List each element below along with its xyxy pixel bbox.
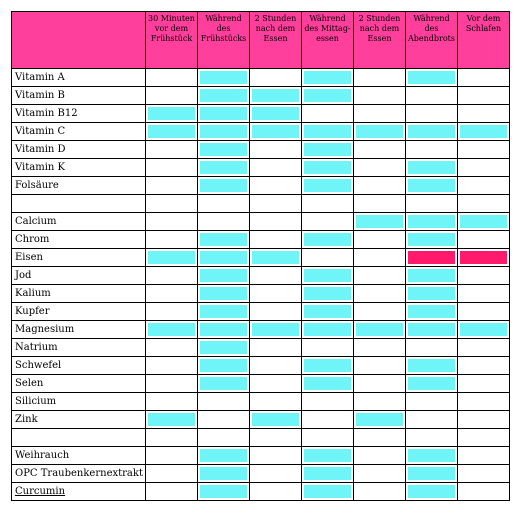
schedule-cell (354, 429, 406, 447)
marker-cyan (304, 485, 351, 498)
supplement-name: Vitamin K (12, 159, 146, 177)
schedule-cell (250, 123, 302, 141)
schedule-cell (250, 105, 302, 123)
schedule-cell (250, 357, 302, 375)
marker-cyan (148, 323, 195, 336)
schedule-cell (354, 231, 406, 249)
schedule-cell (198, 465, 250, 483)
schedule-cell (302, 447, 354, 465)
schedule-cell (146, 231, 198, 249)
supplement-name: Vitamin B (12, 87, 146, 105)
schedule-cell (302, 429, 354, 447)
table-row (12, 393, 510, 411)
schedule-cell (354, 339, 406, 357)
schedule-cell (250, 465, 302, 483)
schedule-cell (198, 195, 250, 213)
supplement-name (12, 195, 146, 213)
schedule-cell (250, 447, 302, 465)
marker-cyan (200, 125, 247, 138)
schedule-cell (458, 249, 510, 267)
marker-cyan (252, 323, 299, 336)
schedule-cell (406, 483, 458, 501)
marker-cyan (200, 179, 247, 192)
schedule-cell (354, 483, 406, 501)
marker-cyan (304, 287, 351, 300)
marker-cyan (200, 323, 247, 336)
schedule-cell (302, 321, 354, 339)
schedule-cell (250, 267, 302, 285)
schedule-cell (198, 321, 250, 339)
schedule-cell (250, 69, 302, 87)
marker-cyan (200, 287, 247, 300)
schedule-cell (354, 303, 406, 321)
marker-cyan (460, 323, 507, 336)
supplement-name: Weihrauch (12, 447, 146, 465)
schedule-cell (250, 393, 302, 411)
schedule-cell (198, 393, 250, 411)
marker-cyan (408, 377, 455, 390)
table-row (12, 483, 510, 501)
marker-cyan (460, 125, 507, 138)
schedule-cell (302, 87, 354, 105)
schedule-cell (198, 123, 250, 141)
schedule-cell (250, 141, 302, 159)
marker-cyan (148, 107, 195, 120)
table-row (12, 375, 510, 393)
table-row (12, 231, 510, 249)
schedule-cell (302, 267, 354, 285)
schedule-cell (354, 69, 406, 87)
schedule-cell (198, 213, 250, 231)
table-row (12, 357, 510, 375)
supplement-name: Schwefel (12, 357, 146, 375)
schedule-cell (458, 375, 510, 393)
marker-cyan (408, 287, 455, 300)
table-row (12, 105, 510, 123)
schedule-cell (406, 393, 458, 411)
schedule-cell (354, 447, 406, 465)
marker-cyan (408, 71, 455, 84)
marker-cyan (304, 179, 351, 192)
schedule-cell (458, 303, 510, 321)
supplement-name: Folsäure (12, 177, 146, 195)
schedule-cell (458, 429, 510, 447)
marker-cyan (200, 485, 247, 498)
supplement-name: Chrom (12, 231, 146, 249)
marker-cyan (200, 377, 247, 390)
schedule-cell (302, 177, 354, 195)
marker-cyan (200, 467, 247, 480)
schedule-cell (198, 159, 250, 177)
marker-cyan (200, 449, 247, 462)
schedule-cell (198, 483, 250, 501)
marker-cyan (304, 323, 351, 336)
marker-cyan (408, 359, 455, 372)
schedule-cell (146, 447, 198, 465)
schedule-cell (302, 195, 354, 213)
schedule-cell (458, 213, 510, 231)
schedule-cell (406, 375, 458, 393)
marker-cyan (200, 359, 247, 372)
schedule-cell (198, 303, 250, 321)
schedule-cell (406, 177, 458, 195)
schedule-cell (406, 285, 458, 303)
schedule-cell (198, 339, 250, 357)
schedule-cell (406, 429, 458, 447)
schedule-cell (250, 231, 302, 249)
schedule-cell (302, 249, 354, 267)
schedule-cell (198, 231, 250, 249)
supplement-name: Calcium (12, 213, 146, 231)
schedule-cell (146, 339, 198, 357)
marker-cyan (408, 305, 455, 318)
schedule-cell (406, 141, 458, 159)
schedule-cell (146, 285, 198, 303)
schedule-cell (198, 69, 250, 87)
schedule-cell (198, 357, 250, 375)
table-row (12, 249, 510, 267)
supplement-name: OPC Traubenkernextrakt (12, 465, 146, 483)
supplement-name: Kalium (12, 285, 146, 303)
schedule-cell (302, 483, 354, 501)
marker-cyan (200, 305, 247, 318)
marker-red (460, 251, 507, 264)
schedule-cell (406, 213, 458, 231)
supplement-name: Vitamin C (12, 123, 146, 141)
schedule-cell (406, 159, 458, 177)
schedule-cell (354, 285, 406, 303)
marker-cyan (304, 89, 351, 102)
table-row (12, 159, 510, 177)
schedule-cell (406, 249, 458, 267)
schedule-cell (354, 105, 406, 123)
schedule-cell (146, 69, 198, 87)
marker-cyan (200, 269, 247, 282)
marker-cyan (200, 71, 247, 84)
marker-cyan (304, 359, 351, 372)
schedule-cell (198, 177, 250, 195)
schedule-cell (354, 123, 406, 141)
schedule-cell (458, 123, 510, 141)
marker-cyan (408, 467, 455, 480)
schedule-cell (146, 177, 198, 195)
marker-cyan (356, 413, 403, 426)
schedule-cell (302, 411, 354, 429)
schedule-cell (146, 159, 198, 177)
schedule-cell (458, 69, 510, 87)
marker-cyan (304, 305, 351, 318)
column-header: Während des Abendbrots (406, 12, 458, 69)
column-header: 2 Stunden nach dem Essen (354, 12, 406, 69)
marker-cyan (148, 251, 195, 264)
schedule-cell (354, 141, 406, 159)
schedule-cell (458, 177, 510, 195)
column-header: 2 Stunden nach dem Essen (250, 12, 302, 69)
schedule-cell (458, 195, 510, 213)
schedule-cell (406, 231, 458, 249)
schedule-cell (458, 357, 510, 375)
schedule-cell (354, 87, 406, 105)
marker-cyan (408, 233, 455, 246)
supplement-name: Kupfer (12, 303, 146, 321)
schedule-cell (146, 105, 198, 123)
marker-cyan (356, 323, 403, 336)
schedule-cell (250, 285, 302, 303)
schedule-cell (146, 429, 198, 447)
schedule-cell (198, 285, 250, 303)
schedule-cell (146, 393, 198, 411)
schedule-cell (250, 339, 302, 357)
schedule-cell (302, 465, 354, 483)
schedule-cell (302, 393, 354, 411)
schedule-cell (146, 123, 198, 141)
table-row (12, 213, 510, 231)
marker-cyan (304, 71, 351, 84)
marker-cyan (356, 125, 403, 138)
table-row (12, 141, 510, 159)
schedule-cell (354, 465, 406, 483)
marker-cyan (408, 485, 455, 498)
column-header: Während des Mittag-essen (302, 12, 354, 69)
supplement-name: Vitamin D (12, 141, 146, 159)
marker-cyan (200, 341, 247, 354)
schedule-cell (354, 375, 406, 393)
schedule-cell (302, 105, 354, 123)
schedule-cell (250, 159, 302, 177)
supplement-name: Silicium (12, 393, 146, 411)
schedule-cell (302, 213, 354, 231)
header-row (12, 12, 510, 69)
schedule-cell (198, 141, 250, 159)
marker-cyan (252, 125, 299, 138)
schedule-cell (406, 195, 458, 213)
marker-cyan (304, 233, 351, 246)
schedule-cell (458, 339, 510, 357)
schedule-cell (458, 447, 510, 465)
schedule-cell (458, 465, 510, 483)
schedule-cell (406, 357, 458, 375)
marker-cyan (252, 413, 299, 426)
table-row (12, 447, 510, 465)
schedule-cell (406, 447, 458, 465)
schedule-cell (146, 375, 198, 393)
marker-cyan (304, 449, 351, 462)
table-row (12, 321, 510, 339)
schedule-cell (458, 105, 510, 123)
table-row (12, 465, 510, 483)
schedule-cell (406, 267, 458, 285)
schedule-cell (458, 411, 510, 429)
marker-cyan (200, 251, 247, 264)
schedule-cell (458, 87, 510, 105)
supplement-name: Selen (12, 375, 146, 393)
schedule-cell (406, 105, 458, 123)
supplement-name: Jod (12, 267, 146, 285)
schedule-cell (198, 447, 250, 465)
marker-cyan (408, 161, 455, 174)
schedule-cell (458, 267, 510, 285)
marker-cyan (408, 323, 455, 336)
schedule-cell (354, 357, 406, 375)
schedule-cell (250, 213, 302, 231)
schedule-cell (302, 159, 354, 177)
schedule-cell (250, 177, 302, 195)
marker-cyan (408, 269, 455, 282)
schedule-cell (146, 141, 198, 159)
schedule-cell (302, 339, 354, 357)
column-header: Vor dem Schlafen (458, 12, 510, 69)
schedule-cell (198, 375, 250, 393)
marker-cyan (200, 107, 247, 120)
schedule-cell (302, 357, 354, 375)
schedule-cell (250, 429, 302, 447)
marker-cyan (252, 251, 299, 264)
schedule-cell (250, 87, 302, 105)
marker-cyan (304, 269, 351, 282)
table-row (12, 411, 510, 429)
supplement-name: Magnesium (12, 321, 146, 339)
marker-cyan (356, 215, 403, 228)
marker-cyan (200, 89, 247, 102)
schedule-cell (354, 411, 406, 429)
schedule-cell (458, 483, 510, 501)
schedule-cell (302, 303, 354, 321)
schedule-cell (458, 159, 510, 177)
marker-cyan (252, 107, 299, 120)
schedule-cell (146, 411, 198, 429)
table-row (12, 285, 510, 303)
schedule-cell (146, 357, 198, 375)
marker-red (408, 251, 455, 264)
schedule-cell (458, 285, 510, 303)
schedule-cell (302, 69, 354, 87)
table-row (12, 303, 510, 321)
schedule-cell (302, 231, 354, 249)
schedule-cell (250, 483, 302, 501)
marker-cyan (304, 125, 351, 138)
schedule-cell (146, 87, 198, 105)
schedule-cell (302, 141, 354, 159)
spacer-row (12, 429, 510, 447)
schedule-cell (458, 231, 510, 249)
schedule-cell (354, 213, 406, 231)
table-row (12, 123, 510, 141)
supplement-schedule-table (11, 11, 510, 501)
schedule-cell (406, 339, 458, 357)
schedule-cell (198, 249, 250, 267)
schedule-cell (146, 267, 198, 285)
schedule-cell (198, 105, 250, 123)
marker-cyan (252, 89, 299, 102)
supplement-name: Curcumin (12, 483, 146, 501)
marker-cyan (148, 413, 195, 426)
supplement-name: Natrium (12, 339, 146, 357)
marker-cyan (304, 377, 351, 390)
schedule-cell (458, 321, 510, 339)
column-header: 30 Minuten vor dem Frühstück (146, 12, 198, 69)
supplement-name: Eisen (12, 249, 146, 267)
schedule-cell (354, 267, 406, 285)
schedule-cell (354, 249, 406, 267)
schedule-cell (250, 195, 302, 213)
schedule-cell (354, 159, 406, 177)
table-row (12, 339, 510, 357)
table-row (12, 69, 510, 87)
schedule-cell (302, 375, 354, 393)
marker-cyan (304, 467, 351, 480)
schedule-cell (198, 87, 250, 105)
schedule-cell (146, 321, 198, 339)
schedule-cell (406, 87, 458, 105)
column-header: Während des Frühstücks (198, 12, 250, 69)
supplement-name: Zink (12, 411, 146, 429)
marker-cyan (304, 143, 351, 156)
schedule-cell (406, 303, 458, 321)
schedule-cell (406, 69, 458, 87)
schedule-cell (146, 213, 198, 231)
table-row (12, 177, 510, 195)
marker-cyan (200, 143, 247, 156)
marker-cyan (408, 215, 455, 228)
supplement-name: Vitamin A (12, 69, 146, 87)
spacer-row (12, 195, 510, 213)
schedule-cell (146, 195, 198, 213)
marker-cyan (200, 233, 247, 246)
schedule-cell (406, 411, 458, 429)
schedule-cell (198, 411, 250, 429)
schedule-cell (458, 141, 510, 159)
schedule-cell (198, 267, 250, 285)
table-row (12, 267, 510, 285)
marker-cyan (460, 215, 507, 228)
marker-cyan (408, 125, 455, 138)
schedule-cell (406, 321, 458, 339)
schedule-cell (146, 483, 198, 501)
schedule-cell (250, 411, 302, 429)
schedule-cell (406, 123, 458, 141)
schedule-cell (302, 123, 354, 141)
supplement-name (12, 429, 146, 447)
schedule-cell (146, 465, 198, 483)
header-corner-cell (12, 12, 146, 69)
schedule-cell (406, 465, 458, 483)
marker-cyan (304, 161, 351, 174)
schedule-cell (458, 393, 510, 411)
schedule-cell (250, 321, 302, 339)
schedule-cell (354, 321, 406, 339)
schedule-cell (146, 303, 198, 321)
schedule-cell (250, 303, 302, 321)
marker-cyan (408, 449, 455, 462)
schedule-cell (250, 249, 302, 267)
schedule-cell (198, 429, 250, 447)
schedule-cell (146, 249, 198, 267)
marker-cyan (148, 125, 195, 138)
supplement-schedule-sheet (11, 11, 510, 501)
schedule-cell (302, 285, 354, 303)
schedule-cell (354, 393, 406, 411)
marker-cyan (408, 179, 455, 192)
schedule-cell (354, 177, 406, 195)
supplement-name: Vitamin B12 (12, 105, 146, 123)
schedule-cell (354, 195, 406, 213)
marker-cyan (200, 161, 247, 174)
table-row (12, 87, 510, 105)
schedule-cell (250, 375, 302, 393)
